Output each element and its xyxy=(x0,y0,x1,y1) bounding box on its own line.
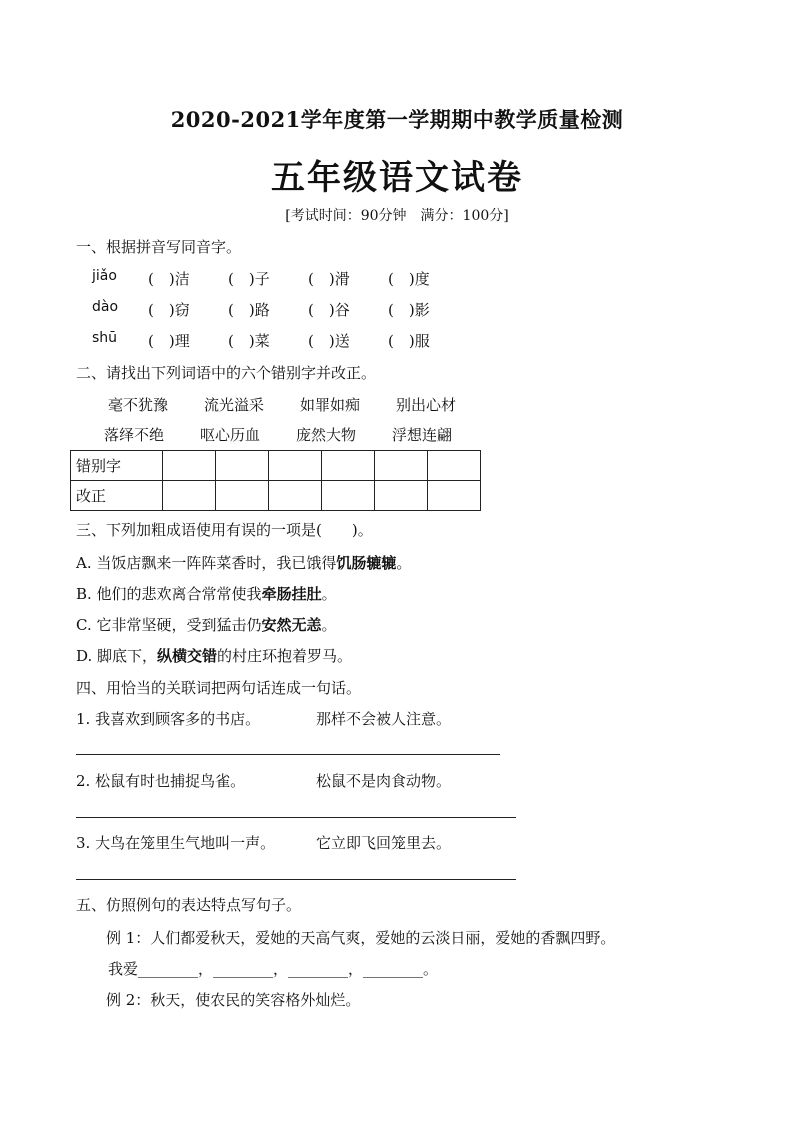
fill-item: ( )送 xyxy=(308,332,350,350)
bold-idiom: 安然无恙 xyxy=(261,616,322,634)
row-label-wrong: 错别字 xyxy=(71,451,163,481)
word: 落绎不绝 xyxy=(104,426,165,444)
word: 庞然大物 xyxy=(296,426,357,444)
answer-cell[interactable] xyxy=(322,451,375,481)
fill-item: ( )窃 xyxy=(148,301,190,319)
pinyin-row xyxy=(92,268,468,289)
sentence-b: 松鼠不是肉食动物。 xyxy=(316,772,452,790)
example-1: 例 1：人们都爱秋天，爱她的天高气爽，爱她的云淡日丽，爱她的香飘四野。 xyxy=(106,929,616,947)
pinyin-row xyxy=(92,299,468,320)
option-text-end: 。 xyxy=(396,554,412,572)
option-b xyxy=(76,583,337,604)
option-d xyxy=(76,645,352,666)
option-c xyxy=(76,614,337,635)
answer-line[interactable] xyxy=(76,879,516,880)
section-5-heading: 五、仿照例句的表达特点写句子。 xyxy=(76,896,302,914)
bold-idiom: 牵肠挂肚 xyxy=(261,585,322,603)
example-2: 例 2：秋天，使农民的笑容格外灿烂。 xyxy=(106,991,361,1009)
exam-meta: [考试时间：90分钟 满分：100分] xyxy=(285,208,509,224)
fill-item: ( )服 xyxy=(388,332,430,350)
answer-cell[interactable] xyxy=(269,481,322,511)
section-1-heading: 一、根据拼音写同音字。 xyxy=(76,238,242,256)
word: 毫不犹豫 xyxy=(108,396,169,414)
option-text-end: 的村庄环抱着罗马。 xyxy=(217,647,353,665)
word-row xyxy=(104,424,488,445)
fill-item: ( )理 xyxy=(148,332,190,350)
answer-cell[interactable] xyxy=(216,451,269,481)
answer-cell[interactable] xyxy=(428,481,481,511)
sentence-a: 3. 大鸟在笼里生气地叫一声。 xyxy=(76,834,276,852)
option-text-end: 。 xyxy=(321,585,337,603)
exam-subtitle: 2020-2021学年度第一学期期中教学质量检测 xyxy=(170,107,624,132)
word: 流光溢采 xyxy=(204,396,265,414)
answer-cell[interactable] xyxy=(163,481,216,511)
answer-cell[interactable] xyxy=(322,481,375,511)
correction-table xyxy=(70,450,481,511)
row-label-correct: 改正 xyxy=(71,481,163,511)
word: 如罪如痴 xyxy=(300,396,361,414)
section-2-heading: 二、请找出下列词语中的六个错别字并改正。 xyxy=(76,364,377,382)
fill-item: ( )洁 xyxy=(148,270,190,288)
answer-line[interactable] xyxy=(76,817,516,818)
fill-item: ( )子 xyxy=(228,270,270,288)
sentence-b: 那样不会被人注意。 xyxy=(316,710,452,728)
answer-cell[interactable] xyxy=(269,451,322,481)
answer-cell[interactable] xyxy=(216,481,269,511)
pinyin-label: dào xyxy=(92,299,119,315)
table-row xyxy=(71,481,481,511)
pinyin-row xyxy=(92,330,468,351)
fill-item: ( )度 xyxy=(388,270,430,288)
fill-item: ( )滑 xyxy=(308,270,350,288)
word: 呕心历血 xyxy=(200,426,261,444)
option-text: A. 当饭店飘来一阵阵菜香时，我已饿得 xyxy=(76,554,337,572)
fill-sentence[interactable]: 我爱________，________，________，________。 xyxy=(108,960,439,978)
fill-item: ( )菜 xyxy=(228,332,270,350)
pinyin-label: jiǎo xyxy=(92,268,117,284)
fill-item: ( )影 xyxy=(388,301,430,319)
sentence-b: 它立即飞回笼里去。 xyxy=(316,834,452,852)
fill-item: ( )路 xyxy=(228,301,270,319)
answer-cell[interactable] xyxy=(163,451,216,481)
section-3-heading: 三、下列加粗成语使用有误的一项是( )。 xyxy=(76,521,373,539)
option-text: B. 他们的悲欢离合常常使我 xyxy=(76,585,262,603)
sentence-a: 1. 我喜欢到顾客多的书店。 xyxy=(76,710,261,728)
pinyin-label: shū xyxy=(92,330,118,346)
answer-cell[interactable] xyxy=(375,451,428,481)
word: 别出心材 xyxy=(396,396,457,414)
bold-idiom: 纵横交错 xyxy=(157,647,218,665)
exam-title: 五年级语文试卷 xyxy=(271,158,523,198)
section-4-heading: 四、用恰当的关联词把两句话连成一句话。 xyxy=(76,679,362,697)
word-row xyxy=(108,394,492,415)
option-a xyxy=(76,552,411,573)
option-text: C. 它非常坚硬，受到猛击仍 xyxy=(76,616,262,634)
fill-item: ( )谷 xyxy=(308,301,350,319)
answer-cell[interactable] xyxy=(428,451,481,481)
word: 浮想连翩 xyxy=(392,426,453,444)
answer-cell[interactable] xyxy=(375,481,428,511)
option-text-end: 。 xyxy=(321,616,337,634)
bold-idiom: 饥肠辘辘 xyxy=(336,554,397,572)
sentence-a: 2. 松鼠有时也捕捉鸟雀。 xyxy=(76,772,246,790)
option-text: D. 脚底下， xyxy=(76,647,158,665)
answer-line[interactable] xyxy=(76,754,500,755)
table-row xyxy=(71,451,481,481)
